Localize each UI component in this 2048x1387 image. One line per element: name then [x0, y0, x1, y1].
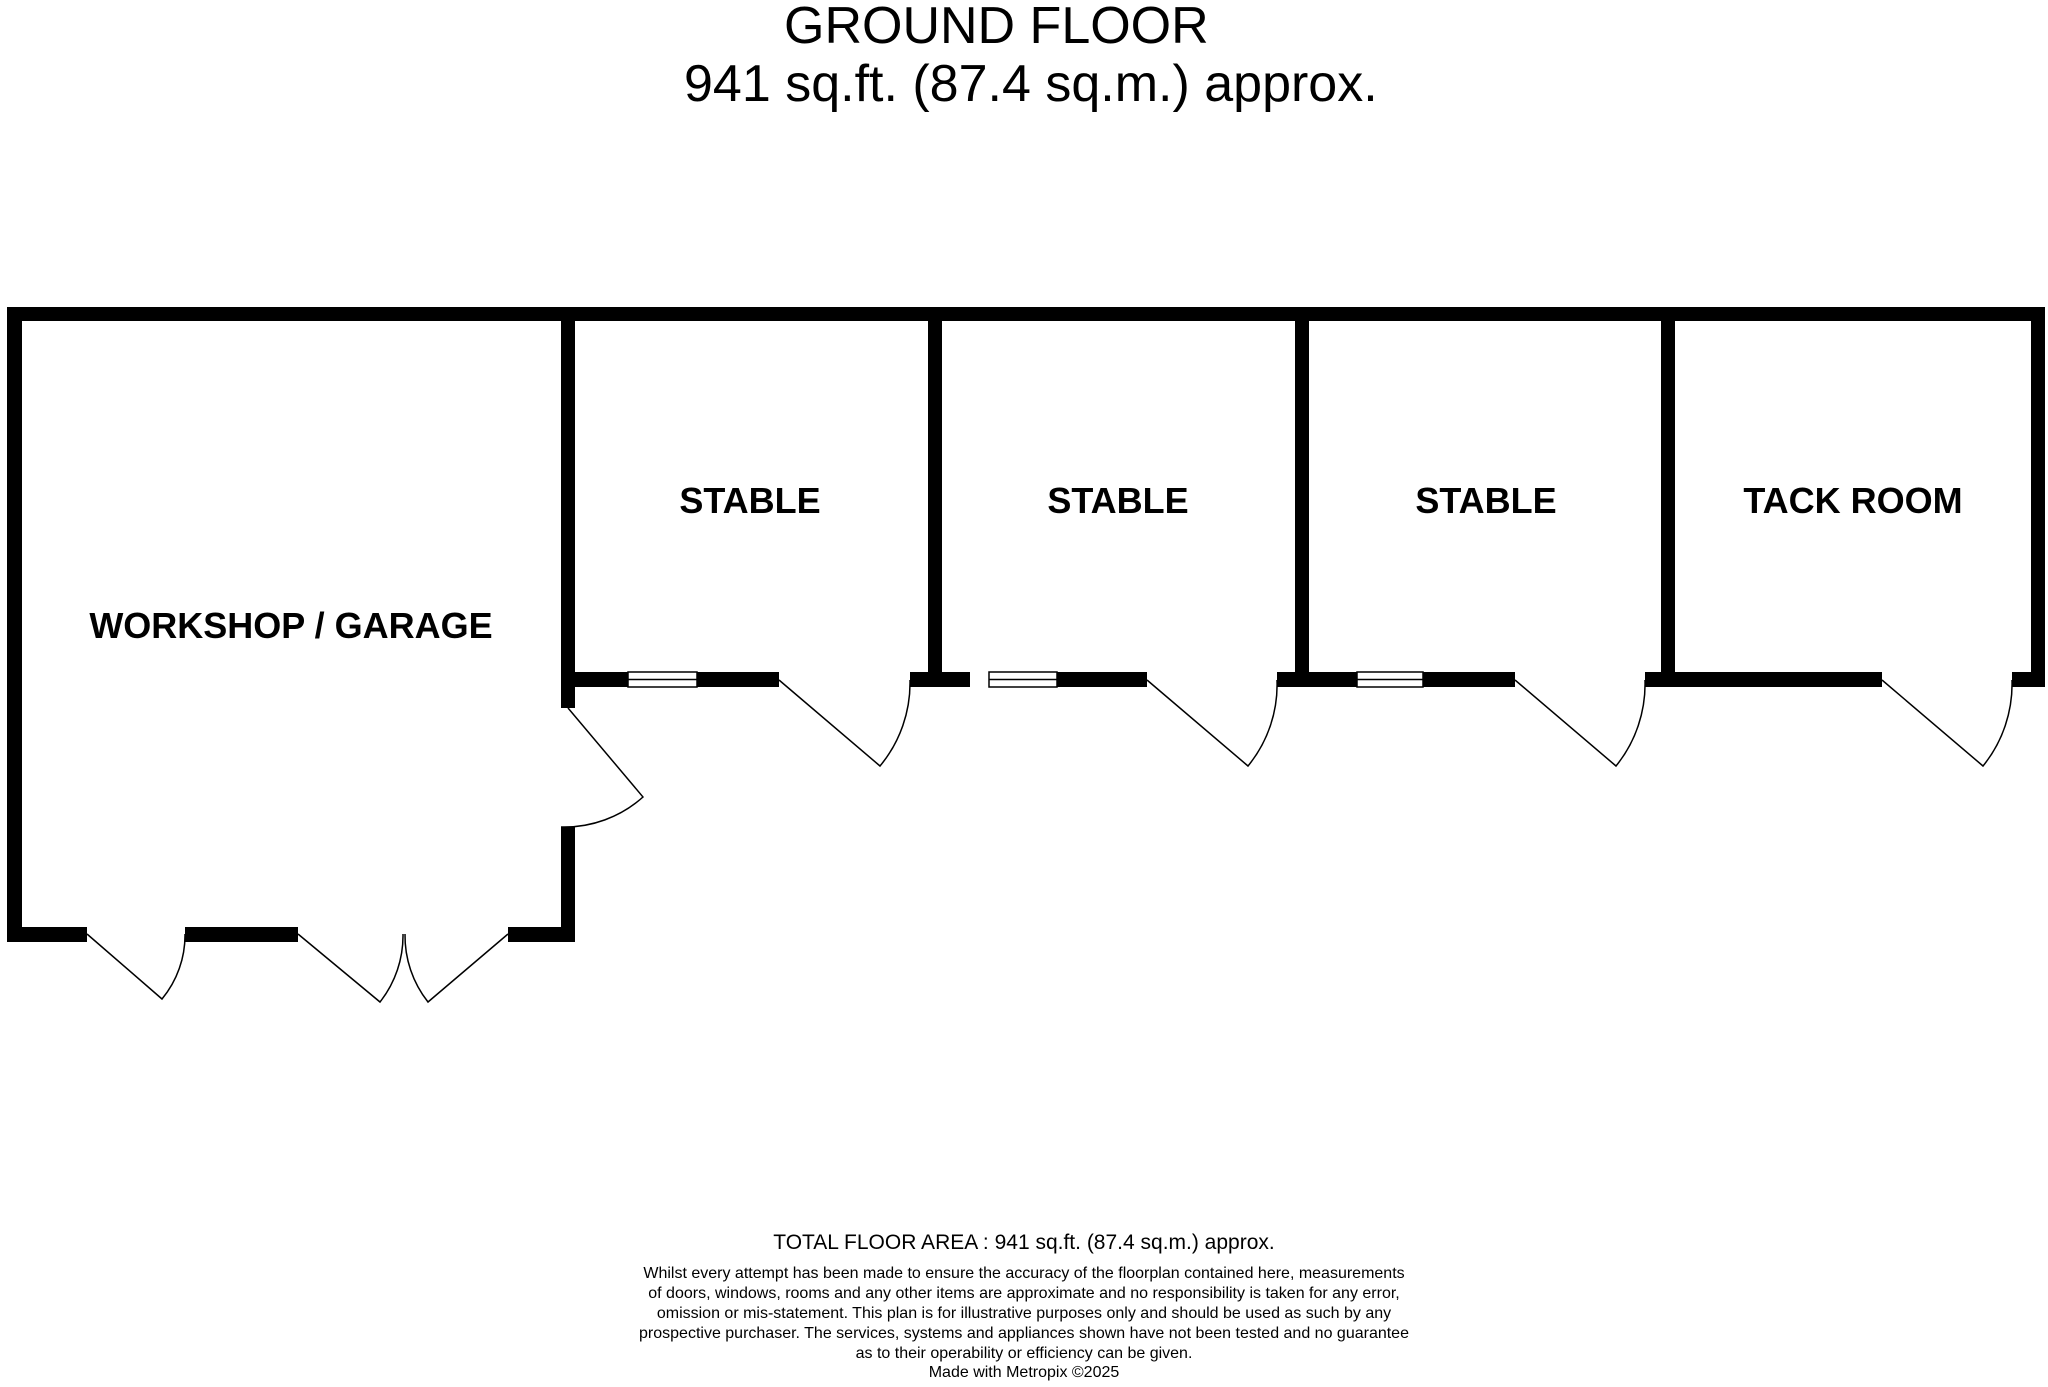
disclaimer-line: omission or mis-statement. This plan is for illustrative purposes only and should be used as such by any — [656, 1305, 1392, 1322]
door-swing — [779, 680, 910, 766]
partition-wall — [928, 307, 942, 672]
disclaimer-line: Whilst every attempt has been made to ensure the accuracy of the floorplan contained here, measurements — [643, 1265, 1405, 1282]
partition-wall — [561, 307, 575, 674]
door-swing — [87, 934, 185, 999]
stable-front-wall — [697, 672, 779, 687]
room-label-tack-room: TACK ROOM — [1743, 480, 1963, 521]
metropix-credit: Made with Metropix ©2025 — [928, 1364, 1120, 1381]
workshop-left-wall — [7, 307, 22, 941]
door-swing — [1515, 680, 1645, 766]
disclaimer-line: prospective purchaser. The services, systems and appliances shown have not been tested and no guarantee — [639, 1325, 1409, 1342]
partition-wall — [1295, 307, 1309, 672]
floor-title: GROUND FLOOR — [784, 0, 1209, 55]
door-swing — [1147, 680, 1277, 766]
stable-front-wall — [1057, 672, 1147, 687]
stable-front-wall — [1423, 672, 1515, 687]
right-wall — [2031, 307, 2045, 687]
stable-front-wall — [1277, 672, 1357, 687]
stable-front-wall — [910, 672, 970, 687]
door-swing — [405, 934, 508, 1002]
room-label-stable-1: STABLE — [679, 480, 821, 521]
door-swing — [298, 934, 403, 1002]
disclaimer-line: of doors, windows, rooms and any other items are approximate and no responsibility is taken for any error, — [648, 1285, 1400, 1302]
workshop-bottom-wall — [185, 927, 298, 942]
door-swing — [1882, 680, 2012, 766]
workshop-bottom-wall — [7, 927, 87, 942]
room-label-stable-3: STABLE — [1415, 480, 1557, 521]
door-swing — [561, 708, 643, 827]
partition-wall — [1661, 307, 1675, 672]
top-wall — [7, 307, 2045, 321]
workshop-right-wall — [561, 827, 575, 942]
plan-footer — [0, 1230, 2048, 1382]
floor-area: 941 sq.ft. (87.4 sq.m.) approx. — [684, 55, 1378, 113]
tack-room-front-wall — [1645, 672, 1882, 687]
room-label-stable-2: STABLE — [1047, 480, 1189, 521]
doors — [87, 680, 2012, 1002]
room-labels — [89, 480, 1962, 646]
disclaimer — [594, 1264, 1454, 1364]
total-floor-area: TOTAL FLOOR AREA : 941 sq.ft. (87.4 sq.m.) approx. — [773, 1231, 1275, 1254]
disclaimer-line: as to their operability or efficiency can be given. — [855, 1345, 1193, 1362]
stable-front-wall — [561, 672, 628, 687]
room-label-workshop: WORKSHOP / GARAGE — [89, 605, 493, 646]
